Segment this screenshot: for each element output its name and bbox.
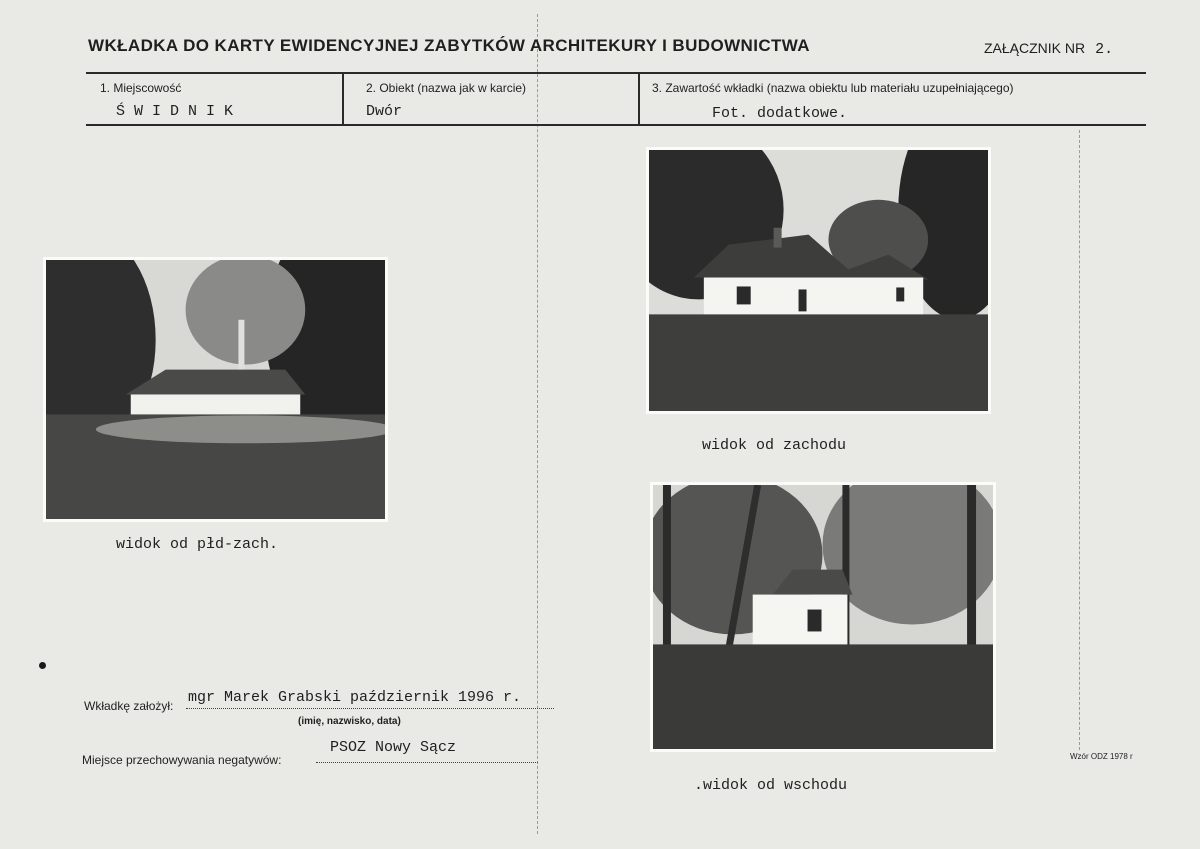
annex-number: 2. — [1095, 41, 1114, 58]
storage-value: PSOZ Nowy Sącz — [330, 739, 457, 756]
annex-label-text: ZAŁĄCZNIK NR — [984, 40, 1086, 56]
fold-line-center — [537, 14, 538, 834]
caption-west: widok od zachodu — [702, 437, 847, 454]
created-by-dotted-line — [186, 708, 554, 709]
form-title: WKŁADKA DO KARTY EWIDENCYJNEJ ZABYTKÓW ARCHITEKURY I BUDOWNICTWA — [88, 36, 810, 55]
caption-southwest: widok od płd-zach. — [116, 536, 279, 553]
margin-dot — [39, 662, 46, 669]
created-by-hint: (imię, nazwisko, data) — [298, 716, 401, 727]
field-value-locality: Ś W I D N I K — [116, 103, 234, 120]
caption-east: .widok od wschodu — [694, 777, 848, 794]
field-label-contents: 3. Zawartość wkładki (nazwa obiektu lub materiału uzupełniającego) — [652, 81, 1014, 95]
storage-dotted-line — [316, 762, 538, 763]
annex-label — [984, 40, 1113, 58]
created-by-label: Wkładkę założył: — [84, 699, 174, 713]
photo-southwest-view — [43, 257, 388, 522]
field-value-contents: Fot. dodatkowe. — [712, 105, 848, 122]
created-by-value: mgr Marek Grabski październik 1996 r. — [188, 689, 522, 706]
photo-east-view — [650, 482, 996, 752]
fold-line-right — [1079, 130, 1080, 750]
photo-west-view — [646, 147, 991, 414]
table-divider-1 — [342, 72, 344, 126]
storage-label: Miejsce przechowywania negatywów: — [82, 753, 282, 767]
table-divider-2 — [638, 72, 640, 126]
field-label-object: 2. Obiekt (nazwa jak w karcie) — [366, 81, 527, 95]
table-bottom-rule — [86, 124, 1146, 126]
field-label-locality: 1. Miejscowość — [100, 81, 182, 95]
field-value-object: Dwór — [366, 103, 403, 120]
table-top-rule — [86, 72, 1146, 74]
form-code: Wzór ODZ 1978 r — [1070, 752, 1133, 761]
